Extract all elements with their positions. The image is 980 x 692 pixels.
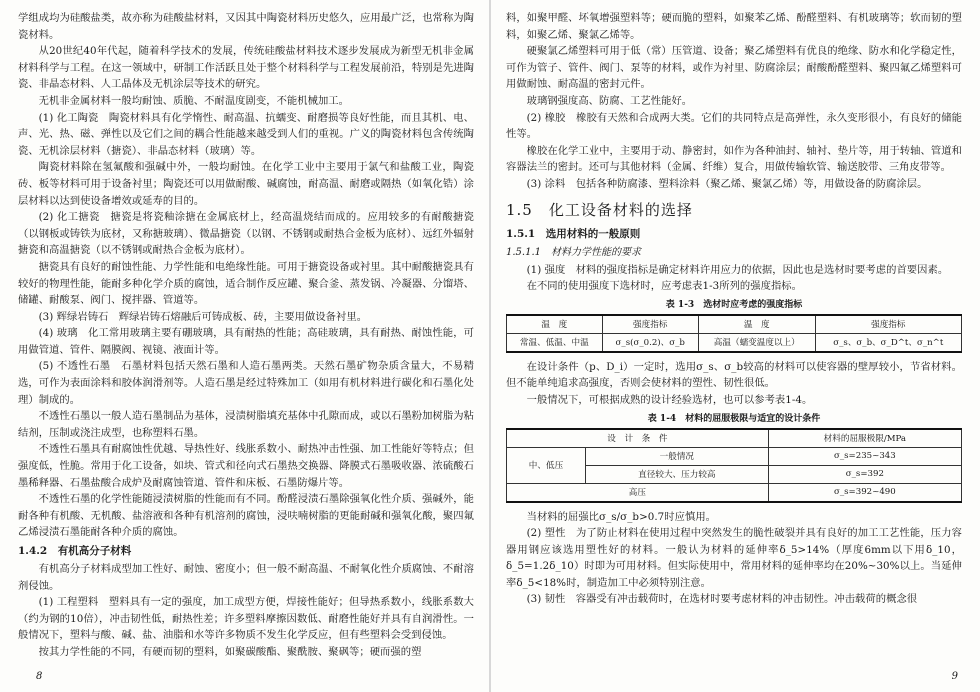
paragraph: 一般情况下，可根据成熟的设计经验选材，也可以参考表1-4。 [526,393,813,406]
table-cell: 常温、低温、中温 [507,333,603,352]
paragraph: (4) 玻璃 化工常用玻璃主要有硼玻璃，具有耐热的性能；高硅玻璃，具有耐热、耐蚀性能，可用做管道、管件、隔膜阀、视镜、液面计等。 [18,327,474,356]
paragraph: 搪瓷具有良好的耐蚀性能、力学性能和电绝缘性能。可用于搪瓷设备或衬里。其中耐酸搪瓷具有较好的物理性能，能耐多种化学介质的腐蚀，适合制作反应罐、聚合釜、蒸发锅、冷凝器、分馏塔、储罐、耐酸泵、阀门、搅拌器、管道等。 [18,260,474,307]
paragraph: 按其力学性能的不同，有硬而韧的塑料，如聚碳酸酯、聚酰胺、聚砜等；硬而强的塑 [38,645,422,658]
paragraph: 在不同的使用强度下选材时，应考虑表1-3所列的强度指标。 [526,280,802,293]
section-heading-1-4-2: 1.4.2 有机高分子材料 [18,545,132,557]
table-cell: σ_s(σ_0.2)、σ_b [602,333,698,352]
paragraph: (1) 化工陶瓷 陶瓷材料具有化学惰性、耐高温、抗蠕变、耐磨损等良好性能，而且其机、电、声、光、热、磁、弹性以及它们之间的耦合性能越来越受到人们的重视。广义的陶瓷材料包含传统陶瓷、无机涂层材料（搪瓷）、非晶态材料（玻璃）等。 [18,111,474,157]
paragraph: (3) 韧性 容器受有冲击载荷时，在选材时要考虑材料的冲击韧性。冲击载荷的概念很 [526,593,918,606]
paragraph: 陶瓷材料除在氢氟酸和强碱中外，一般均耐蚀。在化学工业中主要用于氯气和盐酸工业，陶瓷砖、板等材料可用于设备衬里；陶瓷还可以用做耐酸、碱腐蚀，耐高温、耐磨或隔热（如氧化锆）涂层材料以达到使设备增效或延寿的目的。 [18,161,474,207]
paragraph: (5) 不透性石墨 石墨材料包括天然石墨和人造石墨两类。天然石墨矿物杂质含量大，不易精选，可作为表面涂料和胶体润滑剂等。人造石墨是经过特殊加工（如用有机材料进行碳化和石墨化处理）制成的。 [18,360,474,406]
paragraph: 硬聚氯乙烯塑料可用于低（常）压管道、设备；聚乙烯塑料有优良的绝缘、防水和化学稳定性，可作为管子、管件、阀门、泵等的材料，或作为衬里、防腐涂层；耐酸酚醛塑料、聚四氟乙烯塑料可用做耐蚀、耐高温的密封元件。 [506,45,962,91]
right-page [506,10,962,682]
table-header: 设 计 条 件 [507,429,769,448]
paragraph: 无机非金属材料一般均耐蚀、质脆、不耐温度剧变，不能机械加工。 [38,94,349,107]
paragraph: (1) 强度 材料的强度指标是确定材料许用应力的依据，因此也是选材时要考虑的首要因素。 [526,263,949,276]
paragraph: (2) 塑性 为了防止材料在使用过程中突然发生的脆性破裂并具有良好的加工工艺性能，压力容器用钢应该选用塑性好的材料。一般认为材料的延伸率δ_5>14%（厚度6mm以下用δ_10，δ_5=1.2δ_10）时即为可用材料。但实际使用中，常用材料的延伸率均在20%~30%以上。当延伸率δ_5<18%时，制造加工中必须特别注意。 [506,527,962,589]
table-header: 温 度 [507,315,603,334]
paragraph: 学组成均为硅酸盐类，故亦称为硅酸盐材料，又因其中陶瓷材料历史悠久，应用最广泛，也常称为陶瓷材料。 [18,12,474,41]
paragraph: 在设计条件（p、D_i）一定时，选用σ_s、σ_b较高的材料可以使容器的壁厚较小，节省材料。但不能单纯追求高强度，否则会使材料的塑性、韧性很低。 [506,360,962,390]
paragraph: (1) 工程塑料 塑料具有一定的强度，加工成型方便，焊接性能好；但导热系数小，线胀系数大（约为钢的10倍），冲击韧性低，耐热性差；许多塑料摩擦因数低、耐磨性能好并具有自润滑性。一般情况下，塑料与酸、碱、盐、油脂和水等许多物质不发生化学反应，但有些塑料会受到侵蚀。 [18,596,474,642]
table-cell: 直径较大、压力较高 [586,465,769,483]
paragraph: 当材料的屈强比σ_s/σ_b>0.7时应慎用。 [526,510,717,523]
left-page [18,10,474,682]
paragraph: (2) 化工搪瓷 搪瓷是将瓷釉涂搪在金属底材上，经高温烧结而成的。应用较多的有耐酸搪瓷（以钢板或铸铁为底材，又称搪玻璃）、微晶搪瓷（以钢、不锈钢或耐热合金板为底材）、远红外辐射搪瓷和高温搪瓷（以不锈钢或耐热合金板为底材）。 [18,211,474,257]
yield-limit-table [506,428,962,503]
left-page-text [18,10,474,661]
paragraph: 不透性石墨具有耐腐蚀性优越、导热性好、线胀系数小、耐热冲击性强、加工性能好等特点；但强度低，性脆。常用于化工设备，如块、管式和径向式石墨热交换器、降膜式石墨吸收器、浓硫酸石墨稀释器、石墨盐酸合成炉及耐腐蚀管道、管件和床板、石墨防爆片等。 [18,443,474,489]
table-cell: 高温（蠕变温度以上） [698,333,815,352]
paragraph: 从20世纪40年代起，随着科学技术的发展，传统硅酸盐材料技术逐步发展成为新型无机非金属材料科学与工程。在这一领域中，研制工作活跃且处于整个材料科学与工程发展前沿，特别是先进陶瓷、非晶态材料、人工晶体及无机涂层等技术的研究。 [18,45,474,91]
paragraph: 橡胶在化学工业中，主要用于动、静密封，如作为各种油封、轴衬、垫片等，用于转轴、管道和容器法兰的密封。还可与其他材料（金属、纤维）复合，用做传输软管、输送胶带、三角皮带等。 [506,144,962,174]
right-page-text [506,10,962,608]
table-cell: σ_s=392 [768,465,961,483]
table-cell: 高压 [507,483,769,502]
paragraph: 料，如聚甲醛、坏氧增强塑料等；硬而脆的塑料，如聚苯乙烯、酚醛塑料、有机玻璃等；软而韧的塑料，如聚乙烯、聚氯乙烯等。 [506,12,962,41]
paragraph: 不透性石墨以一般人造石墨制品为基体，浸渍树脂填充基体中孔隙而成，或以石墨粉加树脂为粘结剂，压制或浇注成型，也称塑料石墨。 [18,410,474,439]
table-cell: 一般情况 [586,447,769,465]
table-cell: σ_s、σ_b、σ_D^t、σ_n^t [815,333,961,352]
section-heading-1-5: 1.5 化工设备材料的选择 [506,200,693,219]
table-header: 强度指标 [602,315,698,334]
paragraph: (3) 辉绿岩铸石 辉绿岩铸石熔融后可铸成板、砖，主要用做设备衬里。 [38,310,368,323]
section-heading-1-5-1: 1.5.1 选用材料的一般原则 [506,227,641,240]
table-header: 强度指标 [815,315,961,334]
table-cell: σ_s=235~343 [768,447,961,465]
table-caption: 表 1-4 材料的屈服极限与适宜的设计条件 [647,413,821,424]
table-row [507,333,962,352]
table-row [507,447,962,465]
paragraph: 不透性石墨的化学性能随浸渍树脂的性能而有不同。酚醛浸渍石墨除强氧化性介质、强碱外，能耐各种有机酸、无机酸、盐溶液和各种有机溶剂的腐蚀，浸呋喃树脂的更能耐碱和强氧化酸，聚四氟乙烯浸渍石墨能耐各种介质的腐蚀。 [18,493,474,539]
page-number: 8 [36,671,43,682]
table-cell: 中、低压 [507,447,586,483]
page-gutter [489,0,491,692]
paragraph: 玻璃钢强度高、防腐、工艺性能好。 [526,94,693,107]
page-number: 9 [951,671,958,682]
table-header: 温 度 [698,315,815,334]
table-header: 材料的屈服极限/MPa [768,429,961,448]
table-row [507,483,962,502]
paragraph: 有机高分子材料成型加工性好、耐蚀、密度小；但一般不耐高温、不耐氧化性介质腐蚀、不耐溶剂侵蚀。 [18,563,474,592]
strength-index-table [506,314,962,353]
section-heading-1-5-1-1: 1.5.1.1 材料力学性能的要求 [506,246,641,258]
paragraph: (2) 橡胶 橡胶有天然和合成两大类。它们的共同特点是高弹性，永久变形很小，有良好的储能性等。 [506,111,962,141]
table-caption: 表 1-3 选材时应考虑的强度指标 [665,299,803,310]
table-cell: σ_s=392~490 [768,483,961,502]
paragraph: (3) 涂料 包括各种防腐漆、塑料涂料（聚乙烯、聚氯乙烯）等，用做设备的防腐涂层。 [526,177,928,190]
